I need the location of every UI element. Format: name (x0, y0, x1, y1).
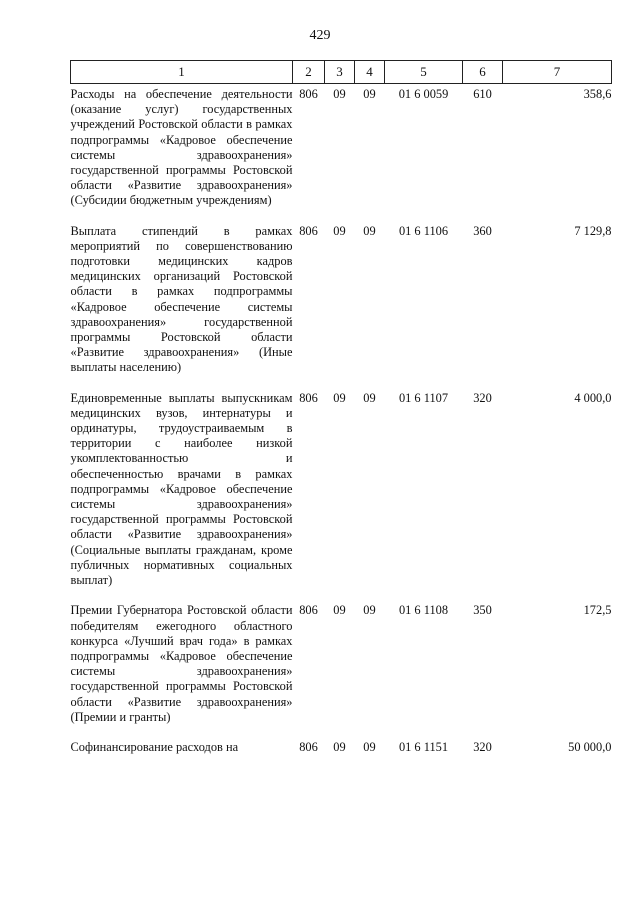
row-subsection-code: 09 (363, 223, 376, 238)
row-target-article: 01 6 1107 (398, 390, 449, 405)
table-body (71, 84, 612, 771)
table-row (71, 740, 612, 770)
row-section-code: 09 (333, 603, 346, 618)
row-amount: 4 000,0 (574, 390, 612, 405)
row-subsection-code: 09 (363, 603, 376, 618)
table-row (71, 603, 612, 740)
header-cell-1: 1 (71, 61, 293, 84)
row-target-article: 01 6 1108 (398, 603, 449, 618)
row-target-article: 01 6 1151 (398, 739, 449, 754)
budget-table (70, 60, 612, 770)
row-amount: 172,5 (583, 603, 612, 618)
row-expense-type: 610 (473, 87, 492, 101)
header-cell-6: 6 (463, 61, 503, 84)
row-expense-type: 320 (473, 739, 492, 754)
header-row (71, 61, 612, 84)
header-cell-2: 2 (293, 61, 325, 84)
row-target-article: 01 6 0059 (398, 87, 449, 101)
header-cell-5: 5 (385, 61, 463, 84)
table-row (71, 224, 612, 391)
row-expense-type: 360 (473, 223, 492, 238)
header-cell-7: 7 (503, 61, 612, 84)
header-cell-4: 4 (355, 61, 385, 84)
row-section-code: 09 (333, 87, 346, 101)
row-description: Софинансирование расходов на (70, 739, 239, 754)
header-cell-3: 3 (325, 61, 355, 84)
table-header (71, 61, 612, 84)
row-subsection-code: 09 (363, 739, 376, 754)
row-description: Единовременные выплаты выпускникам медицинских вузов, интернатуры и ординатуры, трудоустраиваемым в территории с наиболее низкой укомплектованностью и обеспеченностью врачами в рамках подпрограммы «Кадровое обеспечение системы здравоохранения» государственной программы Ростовской области «Развитие здравоохранения» (Социальные выплаты гражданам, кроме публичных нормативных социальных выплат) (70, 390, 293, 588)
row-subsection-code: 09 (363, 87, 376, 101)
row-amount: 358,6 (583, 87, 612, 101)
row-expense-type: 350 (473, 603, 492, 618)
row-ministry-code: 806 (299, 739, 318, 754)
row-subsection-code: 09 (363, 390, 376, 405)
row-section-code: 09 (333, 739, 346, 754)
row-ministry-code: 806 (299, 603, 318, 618)
row-ministry-code: 806 (299, 390, 318, 405)
table-row (71, 84, 612, 224)
page-number: 429 (309, 28, 331, 43)
row-description: Премии Губернатора Ростовской области победителям ежегодного областного конкурса «Лучший врач года» в рамках подпрограммы «Кадровое обеспечение системы здравоохранения» государственной программы Ростовской области «Развитие здравоохранения» (Премии и гранты) (70, 603, 293, 724)
row-amount: 7 129,8 (574, 223, 612, 238)
row-expense-type: 320 (473, 390, 492, 405)
row-description: Выплата стипендий в рамках мероприятий по совершенствованию подготовки медицинских кадров медицинских организаций Ростовской области в рамках подпрограммы «Кадровое обеспечение системы здравоохранения» государственной программы Ростовской области «Развитие здравоохранения» (Иные выплаты населению) (70, 223, 293, 375)
row-ministry-code: 806 (299, 87, 318, 101)
row-target-article: 01 6 1106 (398, 223, 449, 238)
row-ministry-code: 806 (299, 223, 318, 238)
row-section-code: 09 (333, 223, 346, 238)
table-row (71, 391, 612, 604)
row-description: Расходы на обеспечение деятельности (оказание услуг) государственных учреждений Ростовской области в рамках подпрограммы «Кадровое обеспечение системы здравоохранения» государственной программы Ростовской области «Развитие здравоохранения» (Субсидии бюджетным учреждениям) (70, 87, 293, 208)
row-section-code: 09 (333, 390, 346, 405)
row-amount: 50 000,0 (568, 739, 612, 754)
